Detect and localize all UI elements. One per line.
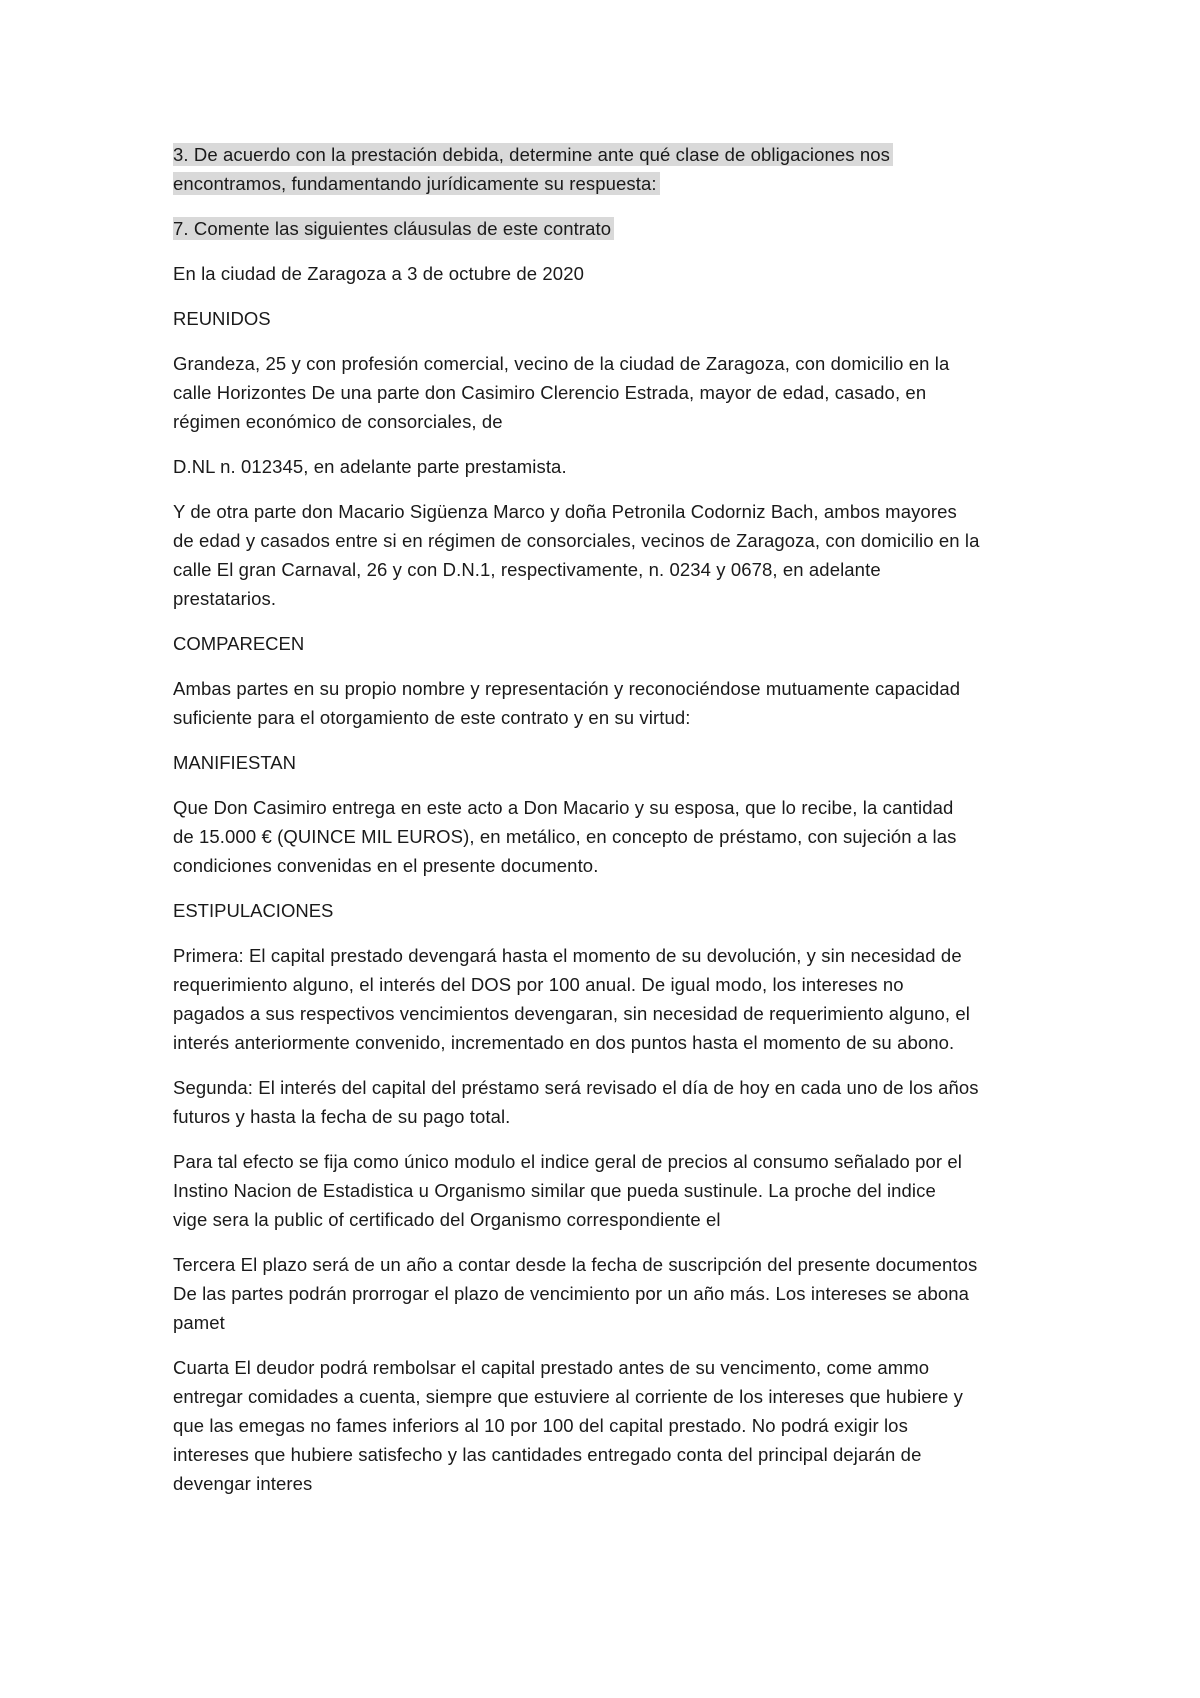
primera-line: requerimiento alguno, el interés del DOS por 100 anual. De igual modo, los intereses no	[173, 974, 904, 995]
question-3	[173, 140, 1043, 198]
primera-line: Primera: El capital prestado devengará hasta el momento de su devolución, y sin necesidad de	[173, 945, 962, 966]
comparecen-paragraph	[173, 674, 1043, 732]
cuarta-line: intereses que hubiere satisfecho y las cantidades entregado conta del principal dejarán de	[173, 1444, 922, 1465]
question-3-highlight	[173, 143, 893, 195]
tercera-clause	[173, 1250, 1043, 1337]
efecto-paragraph	[173, 1147, 1043, 1234]
efecto-line: Instino Nacion de Estadistica u Organismo similar que pueda sustinule. La proche del indice	[173, 1180, 936, 1201]
segunda-line: Segunda: El interés del capital del préstamo será revisado el día de hoy en cada uno de los años	[173, 1077, 979, 1098]
cuarta-line: que las emegas no fames inferiors al 10 por 100 del capital prestado. No podrá exigir los	[173, 1415, 908, 1436]
primera-clause	[173, 941, 1043, 1057]
question-7	[173, 214, 1043, 243]
comparecen-line: Ambas partes en su propio nombre y representación y reconociéndose mutuamente capacidad	[173, 678, 961, 699]
place-date: En la ciudad de Zaragoza a 3 de octubre de 2020	[173, 263, 584, 284]
reunidos-heading: REUNIDOS	[173, 308, 271, 329]
party1-paragraph	[173, 349, 1043, 436]
cuarta-line: entregar comidades a cuenta, siempre que estuviere al corriente de los intereses que hubiere y	[173, 1386, 963, 1407]
question-3-line-2: encontramos, fundamentando jurídicamente su respuesta:	[173, 173, 657, 194]
party1-line: régimen económico de consorciales, de	[173, 411, 503, 432]
manifiestan-line: condiciones convenidas en el presente documento.	[173, 855, 599, 876]
comparecen-heading: COMPARECEN	[173, 633, 305, 654]
party2-line: prestatarios.	[173, 588, 277, 609]
party1-line: calle Horizontes De una parte don Casimiro Clerencio Estrada, mayor de edad, casado, en	[173, 382, 927, 403]
manifiestan-line: de 15.000 € (QUINCE MIL EUROS), en metálico, en concepto de préstamo, con sujeción a las	[173, 826, 957, 847]
efecto-line: vige sera la public of certificado del Organismo correspondiente el	[173, 1209, 721, 1230]
comparecen-line: suficiente para el otorgamiento de este contrato y en su virtud:	[173, 707, 691, 728]
question-3-line-1: 3. De acuerdo con la prestación debida, determine ante qué clase de obligaciones nos	[173, 144, 891, 165]
party2-line: Y de otra parte don Macario Sigüenza Marco y doña Petronila Codorniz Bach, ambos mayores	[173, 501, 957, 522]
party2-paragraph	[173, 497, 1043, 613]
estipulaciones-heading: ESTIPULACIONES	[173, 900, 334, 921]
cuarta-clause	[173, 1353, 1043, 1498]
manifiestan-line: Que Don Casimiro entrega en este acto a Don Macario y su esposa, que lo recibe, la cantidad	[173, 797, 954, 818]
efecto-line: Para tal efecto se fija como único modulo el indice geral de precios al consumo señalado por el	[173, 1151, 963, 1172]
tercera-line: De las partes podrán prorrogar el plazo de vencimiento por un año más. Los intereses se abona	[173, 1283, 970, 1304]
party2-line: de edad y casados entre si en régimen de consorciales, vecinos de Zaragoza, con domicilio en la	[173, 530, 980, 551]
manifiestan-paragraph	[173, 793, 1043, 880]
party1-line: Grandeza, 25 y con profesión comercial, vecino de la ciudad de Zaragoza, con domicilio en la	[173, 353, 950, 374]
primera-line: pagados a sus respectivos vencimientos devengaran, sin necesidad de requerimiento alguno, el	[173, 1003, 970, 1024]
tercera-line: pamet	[173, 1312, 225, 1333]
segunda-clause	[173, 1073, 1043, 1131]
segunda-line: futuros y hasta la fecha de su pago total.	[173, 1106, 511, 1127]
cuarta-line: devengar interes	[173, 1473, 313, 1494]
cuarta-line: Cuarta El deudor podrá rembolsar el capital prestado antes de su vencimento, come ammo	[173, 1357, 930, 1378]
party2-line: calle El gran Carnaval, 26 y con D.N.1, respectivamente, n. 0234 y 0678, en adelante	[173, 559, 881, 580]
party1-dni: D.NL n. 012345, en adelante parte prestamista.	[173, 456, 567, 477]
document-page	[173, 140, 1043, 1514]
primera-line: interés anteriormente convenido, incrementado en dos puntos hasta el momento de su abono.	[173, 1032, 955, 1053]
tercera-line: Tercera El plazo será de un año a contar desde la fecha de suscripción del presente documentos	[173, 1254, 978, 1275]
question-7-highlight: 7. Comente las siguientes cláusulas de este contrato	[173, 217, 614, 240]
manifiestan-heading: MANIFIESTAN	[173, 752, 296, 773]
